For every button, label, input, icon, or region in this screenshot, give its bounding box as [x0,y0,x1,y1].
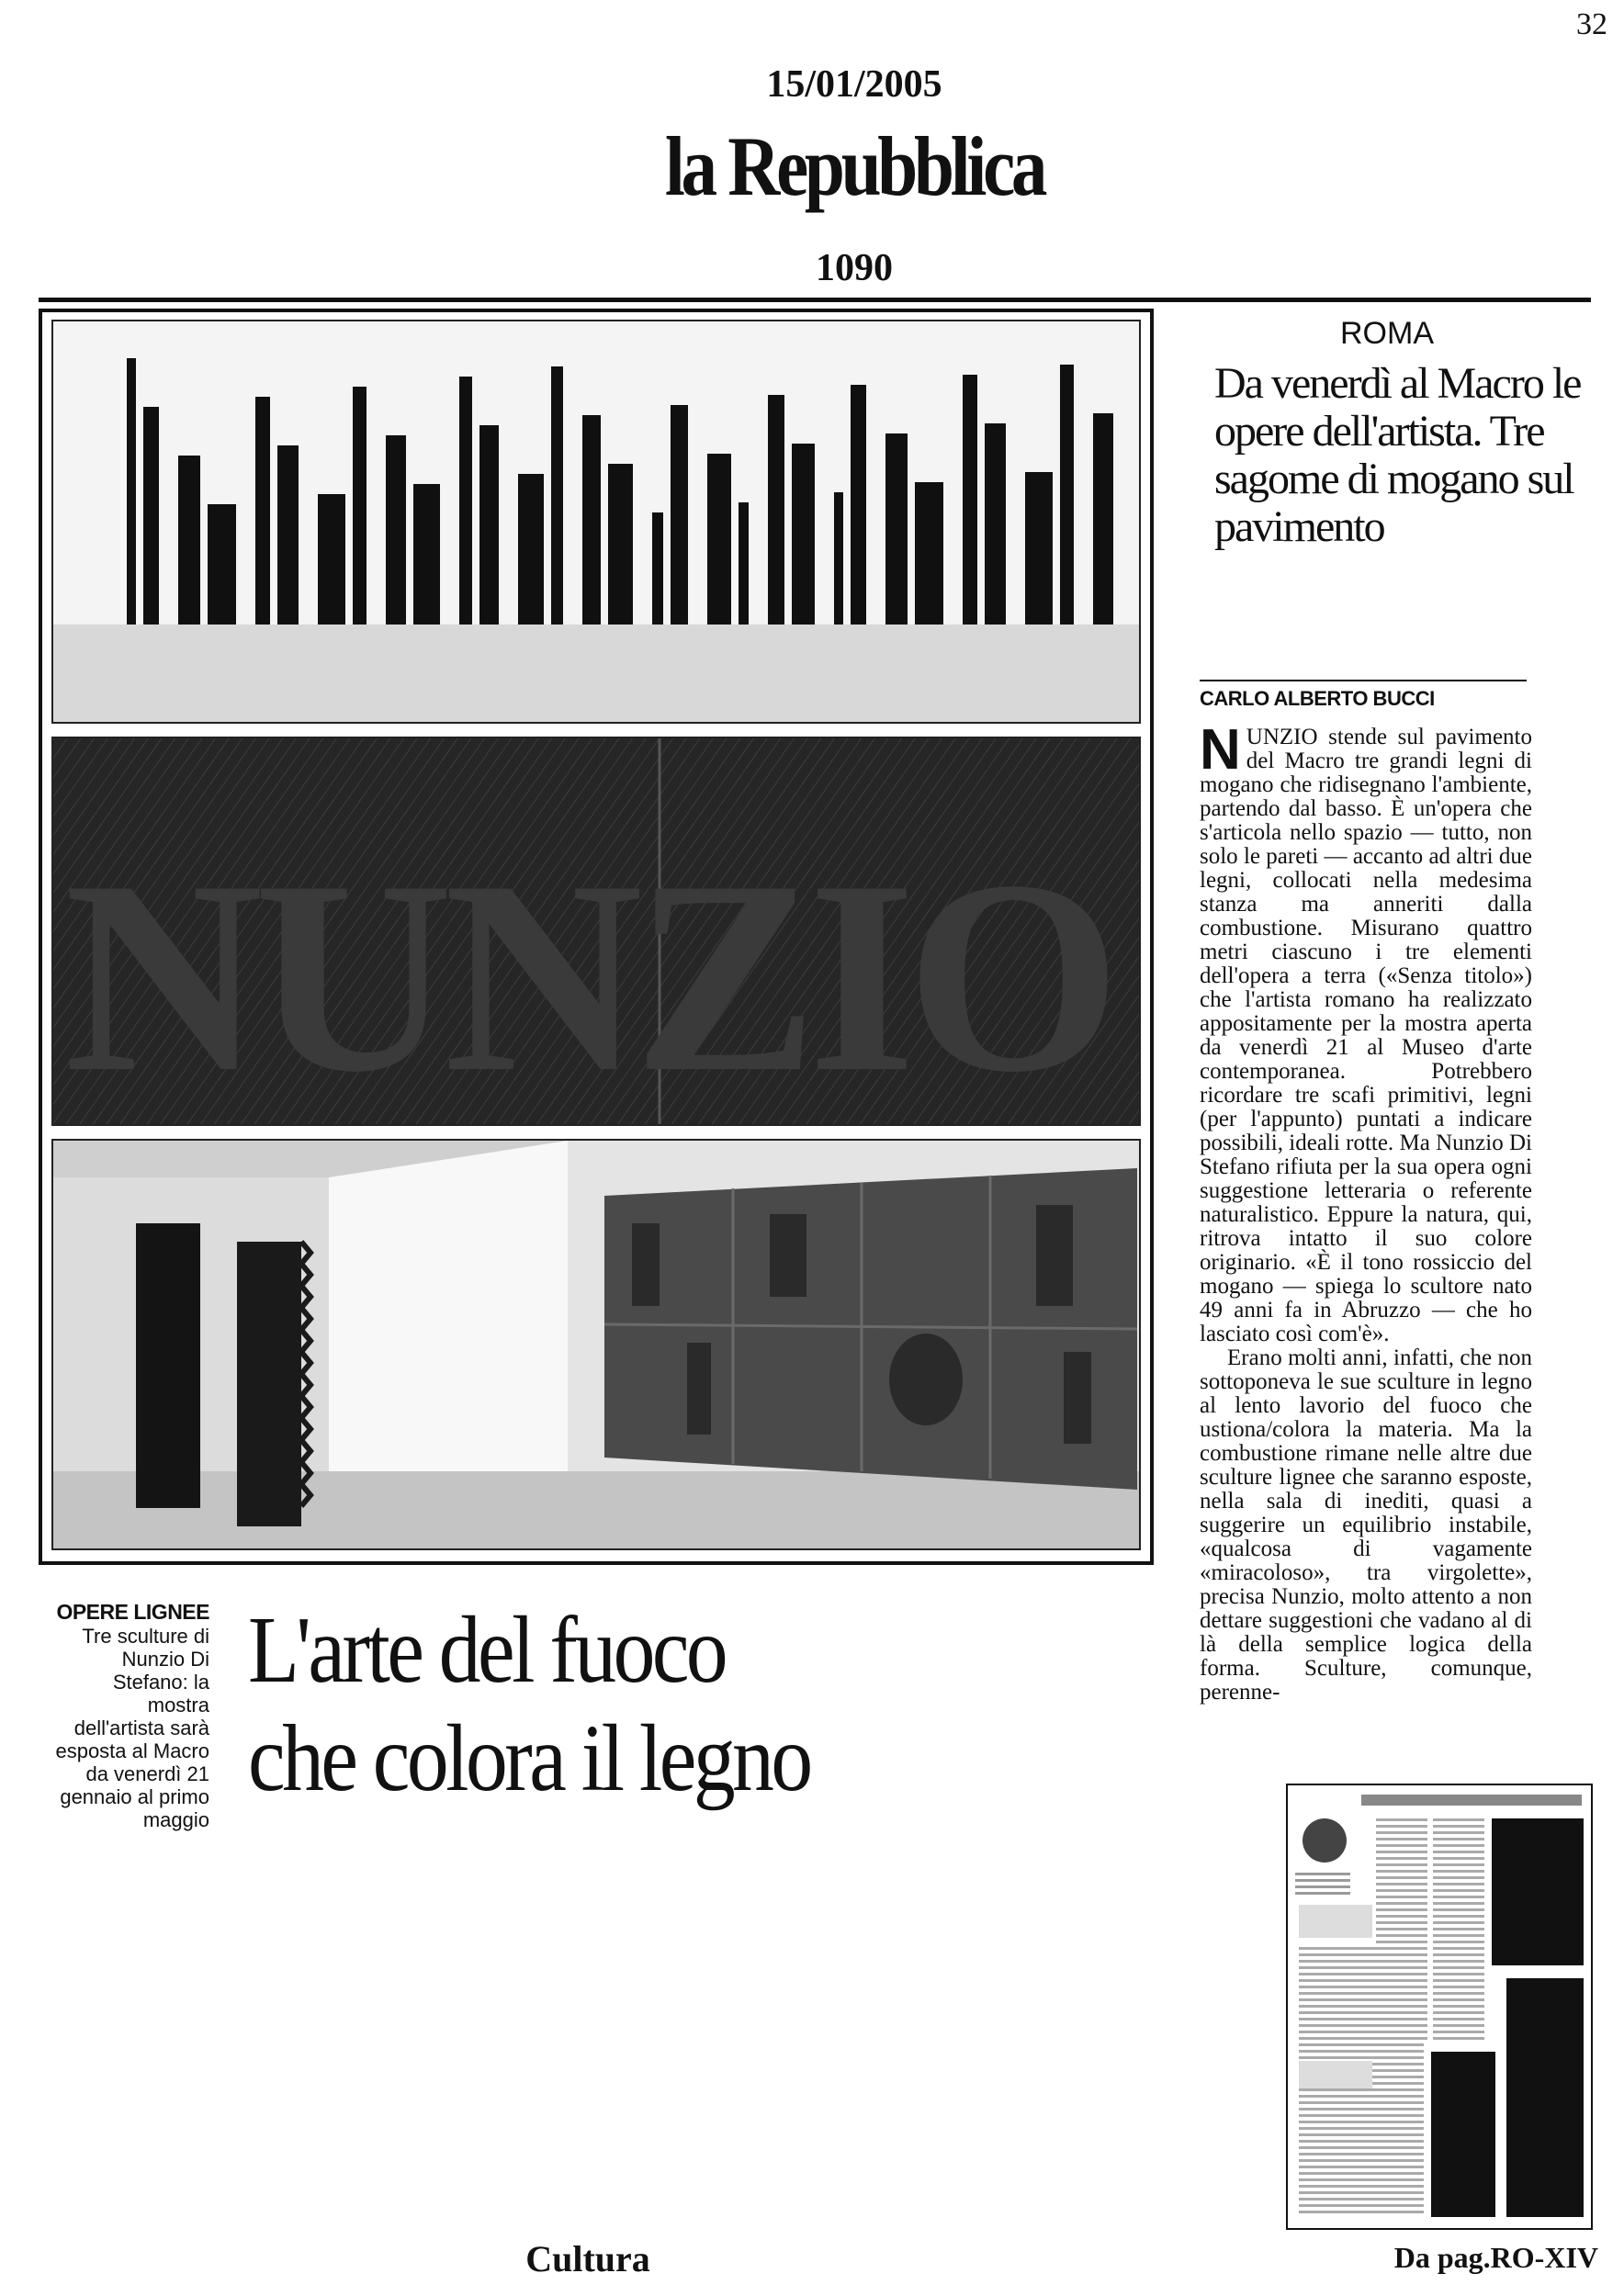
thumbnail-text-line [1299,2043,1424,2046]
headline [248,1596,911,1813]
thumbnail-text-line [1433,2018,1484,2020]
wood-pole [318,494,345,625]
wood-pole [1025,472,1053,625]
thumbnail-text-line [1376,1921,1427,1924]
thumbnail-text-line [1433,1883,1484,1885]
thumbnail-text-line [1376,1915,1427,1918]
thumbnail-text-line [1433,1973,1484,1975]
byline-rule [1200,680,1527,681]
thumbnail-text-line [1299,2146,1424,2149]
wood-pole [707,454,731,625]
photo-caption [53,1600,209,1831]
wood-pole [608,464,633,625]
wood-pole [386,435,406,625]
thumbnail-text-line [1433,2011,1484,2014]
thumbnail-text-line [1433,1966,1484,1969]
thumbnail-text-line [1433,1915,1484,1918]
thumbnail-text-line [1299,2005,1424,2008]
photo-exhibition-room [51,1139,1141,1550]
thumbnail-text-line [1299,2011,1424,2014]
thumbnail-text-line [1299,2056,1424,2059]
thumbnail-text-line [1433,1857,1484,1860]
headline-line-1: L'arte del fuoco [248,1597,726,1703]
thumbnail-text-line [1433,1921,1484,1924]
thumbnail-text-line [1299,2166,1424,2168]
thumbnail-text-line [1376,1831,1427,1834]
wood-pole [1060,365,1074,625]
wood-pole [915,482,943,625]
thumbnail-text-line [1376,1863,1427,1866]
thumbnail-text-line [1299,2198,1424,2200]
thumbnail-text-line [1433,2005,1484,2008]
thumbnail-text-line [1433,1838,1484,1840]
wood-pole [985,423,1006,625]
wood-pole [255,397,270,625]
wood-pole [885,433,908,625]
thumbnail-text-line [1299,1992,1424,1995]
thumbnail-text-line [1376,1934,1427,1937]
article-paragraph: Erano molti anni, infatti, che non sottoponeva le sue sculture in legno al lento lavorio del fuoco che ustiona/colora la materia. Ma la combustione rimane nelle altre due sculture lignee che saranno esposte, nella sala di inediti, quasi a suggerire un equilibrio instabile, «qualcosa di vagamente «miracoloso», tra virgolette», precisa Nunzio, molto attento a non dettare suggestioni che vadano al di là della semplice logica della forma. Sculture, comunque, perenne- [1200,1345,1532,1705]
thumbnail-text-line [1299,2088,1424,2091]
wood-pole [834,492,843,625]
thumbnail-text-line [1376,1902,1427,1905]
newspaper-masthead: la Repubblica [664,119,1044,213]
thumbnail-text-line [1433,1979,1484,1982]
thumbnail-text-line [1299,2101,1424,2104]
thumbnail-text-line [1376,1844,1427,1847]
thumbnail-text-line [1433,1870,1484,1873]
thumbnail-text-line [1376,1825,1427,1828]
thumbnail-text-line [1376,1851,1427,1853]
wood-pole [518,474,544,625]
thumbnail-text-line [1299,1960,1424,1963]
thumbnail-text-line [1376,1857,1427,1860]
page-thumbnail [1286,1784,1593,2230]
thumbnail-text-line [1299,2172,1424,2175]
wood-pole [277,445,299,625]
thumbnail-text-line [1299,1953,1424,1956]
thumbnail-text-line [1376,1889,1427,1892]
thumbnail-text-line [1433,1896,1484,1898]
exhibition-room-image [53,1141,1139,1548]
wood-pole [768,395,784,625]
thumbnail-text-line [1433,1941,1484,1943]
drop-cap: N [1200,718,1241,782]
thumbnail-text-line [1433,1876,1484,1879]
wood-pole [459,377,472,625]
wood-pole [671,405,688,625]
thumbnail-text-line [1299,2204,1424,2207]
wood-pole [479,425,499,625]
thumbnail-text-line [1299,2159,1424,2162]
wood-pole [208,504,236,625]
thumbnail-text-line [1299,2153,1424,2155]
thumbnail-text-line [1376,1876,1427,1879]
thumbnail-text-line [1299,2140,1424,2143]
thumbnail-text-line [1433,1889,1484,1892]
thumbnail-text-line [1376,1838,1427,1840]
thumbnail-text-line [1299,2185,1424,2188]
panel-lettering: NUNZIO [64,824,1112,1124]
article-paragraph-text: UNZIO stende sul pavimento del Macro tre grandi legni di mogano che ridisegnano l'ambiente, partendo dal basso. È un'opera che s'articola nello spazio — tutto, non solo le pareti — accanto ad altri due legni, collocati nella medesima stanza ma anneriti dalla combustione. Misurano quattro metri ciascuno i tre elementi dell'opera a terra («Senza titolo») che l'artista romano ha realizzato appositamente per la mostra aperta da venerdì 21 al Museo d'arte contemporanea. Potrebbero ricordare tre scafi primitivi, legni (per l'appunto) puntati a indicare possibili, ideali rotte. Ma Nunzio Di Stefano rifiuta per la sua opera ogni suggestione letteraria o referente naturalistico. Eppure la natura, qui, ritrova intatto il suo colore originario. «È il tono rossiccio del mogano — spiega lo scultore nato 49 anni fa in Abruzzo — che ho lasciato così com'è». [1200,725,1532,1346]
page-number: 32 [1576,7,1607,41]
photo-burnt-wood-panel [51,737,1141,1126]
thumbnail-text-line [1299,2191,1424,2194]
wood-pole [739,502,749,625]
thumbnail-text-line [1299,2031,1424,2033]
thumbnail-text-line [1376,1870,1427,1873]
thumbnail-text-line [1433,1934,1484,1937]
vertical-wood-pieces-image [53,321,1139,722]
thumbnail-text-line [1299,2037,1424,2040]
publication-date: 15/01/2005 [766,63,942,106]
wood-pole [551,366,563,625]
photo-frame [39,309,1154,1565]
thumbnail-text-line [1299,2211,1424,2213]
thumbnail-text-line [1299,1947,1424,1950]
thumbnail-text-line [1299,2133,1424,2136]
thumbnail-text-line [1299,2095,1424,2098]
burnt-panel-image [53,738,1139,1124]
thumbnail-text-line [1433,2037,1484,2040]
thumbnail-text-line [1299,2024,1424,2027]
thumbnail-text-line [1433,1863,1484,1866]
wood-pole [851,385,866,625]
section-label: ROMA [1340,316,1434,351]
article-paragraph [1200,718,1532,1346]
thumbnail-text-line [1376,1928,1427,1930]
thumbnail-text-line [1376,1941,1427,1943]
thumbnail-text-line [1376,1896,1427,1898]
thumbnail-text-line [1299,2050,1424,2053]
wood-pole [127,358,136,625]
document-code: 1090 [816,247,893,289]
thumbnail-text-line [1376,1818,1427,1821]
page-thumbnail-image [1288,1785,1591,2228]
thumbnail-text-line [1376,1883,1427,1885]
thumbnail-text-line [1433,1818,1484,1821]
subheadline: Da venerdì al Macro le opere dell'artista. Tre sagome di mogano sul pavimento [1214,359,1581,551]
photo-sculptures-wall [51,320,1141,724]
thumbnail-text-line [1433,1851,1484,1853]
thumbnail-text-line [1433,1998,1484,2001]
thumbnail-text-line [1299,2114,1424,2117]
thumbnail-text-line [1299,1998,1424,2001]
header-rule [39,298,1591,302]
caption-title: OPERE LIGNEE [56,1600,209,1624]
thumbnail-text-line [1299,2108,1424,2110]
article-body [1200,718,1532,1705]
thumbnail-text-line [1299,1979,1424,1982]
thumbnail-text-line [1433,1992,1484,1995]
thumbnail-text-line [1433,1902,1484,1905]
caption-text: Tre sculture di Nunzio Di Stefano: la mostra dell'artista sarà esposta al Macro da venerdì 21 gennaio al primo maggio [55,1625,209,1831]
thumbnail-text-line [1433,2024,1484,2027]
thumbnail-text-line [1299,1973,1424,1975]
thumbnail-text-line [1433,1960,1484,1963]
wood-pole [353,387,367,625]
thumbnail-text-line [1433,1844,1484,1847]
wood-pole [652,512,663,625]
thumbnail-text-line [1376,1908,1427,1911]
footer-section-name: Cultura [525,2238,650,2279]
wood-pole [792,444,815,625]
thumbnail-text-line [1299,1986,1424,1988]
wood-pole [963,375,977,625]
thumbnail-text-line [1299,2127,1424,2130]
thumbnail-text-line [1299,1966,1424,1969]
thumbnail-text-line [1433,2031,1484,2033]
thumbnail-text-line [1433,1986,1484,1988]
footer-page-reference: Da pag.RO-XIV [1393,2241,1598,2274]
thumbnail-text-line [1433,1953,1484,1956]
wood-pole [413,484,440,625]
thumbnail-text-line [1433,1831,1484,1834]
wood-pole [178,456,200,625]
wood-pole [143,407,159,625]
byline: CARLO ALBERTO BUCCI [1200,687,1435,710]
wood-pole [1093,413,1113,625]
thumbnail-text-line [1299,2121,1424,2123]
thumbnail-text-line [1433,1928,1484,1930]
wood-pole [582,415,601,625]
headline-line-2: che colora il legno [248,1705,810,1811]
thumbnail-text-line [1433,1947,1484,1950]
thumbnail-text-line [1299,2018,1424,2020]
thumbnail-text-line [1299,2178,1424,2181]
thumbnail-text-line [1433,1908,1484,1911]
thumbnail-text-line [1433,1825,1484,1828]
